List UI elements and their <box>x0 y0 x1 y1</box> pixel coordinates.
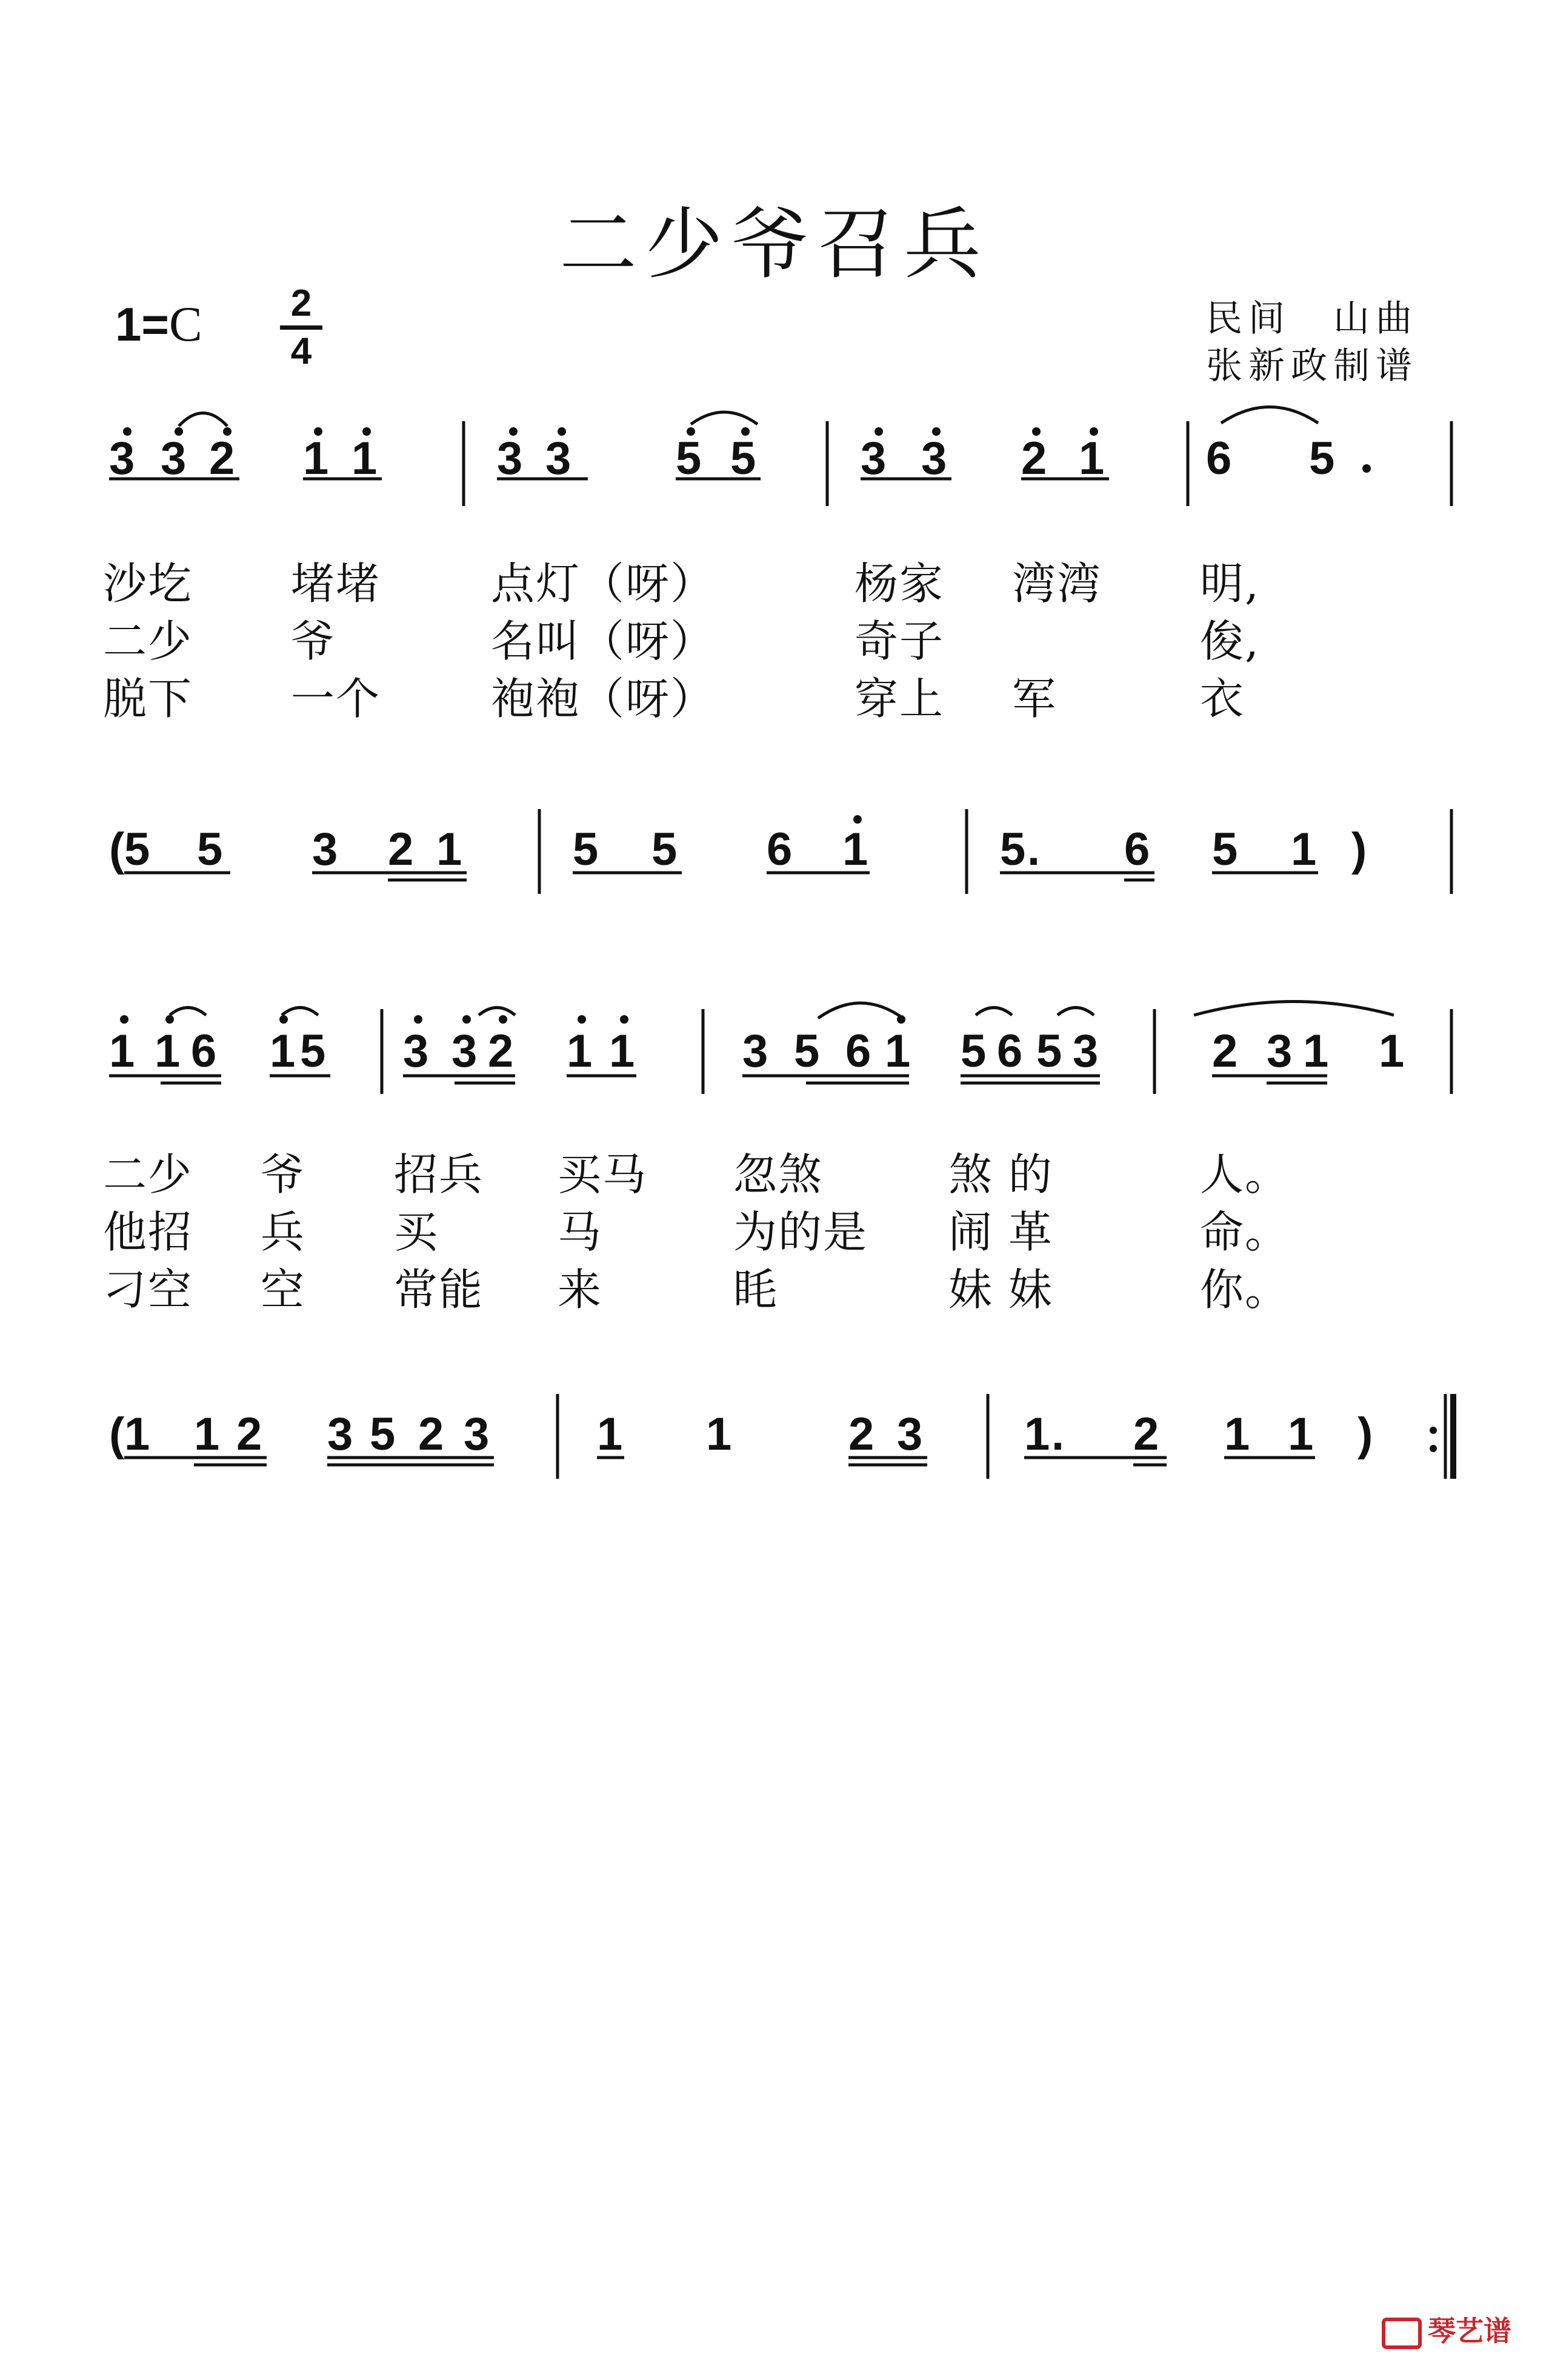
logo-icon <box>1382 2318 1422 2349</box>
svg-text:1: 1 <box>885 1025 911 1077</box>
svg-text:2: 2 <box>1021 433 1047 484</box>
svg-text:3: 3 <box>742 1025 768 1077</box>
svg-text:1: 1 <box>1288 1408 1314 1460</box>
svg-text:1: 1 <box>109 1025 135 1077</box>
svg-text:1: 1 <box>597 1408 623 1460</box>
svg-text:5: 5 <box>1212 824 1238 875</box>
svg-text:3: 3 <box>1267 1025 1293 1077</box>
svg-text:2: 2 <box>488 1025 514 1077</box>
svg-text:5: 5 <box>370 1408 396 1460</box>
svg-text:1: 1 <box>842 824 868 875</box>
svg-text:(: ( <box>109 1408 125 1460</box>
svg-text:1: 1 <box>270 1025 296 1077</box>
svg-text:1: 1 <box>155 1025 181 1077</box>
svg-text:): ) <box>1351 824 1367 875</box>
svg-text:1: 1 <box>194 1408 220 1460</box>
svg-text:1: 1 <box>124 1408 150 1460</box>
svg-text:5: 5 <box>961 1025 987 1077</box>
svg-text:3: 3 <box>545 433 571 484</box>
svg-text:2: 2 <box>236 1408 262 1460</box>
svg-text:3: 3 <box>403 1025 429 1077</box>
page-title: 二少爷召兵 <box>559 199 990 290</box>
svg-text:.: . <box>1051 1408 1065 1460</box>
notation-row-4 <box>0 1358 1549 1515</box>
credit-origin: 民间 山曲 <box>1206 298 1418 340</box>
svg-text:1: 1 <box>1079 433 1105 484</box>
svg-text:5: 5 <box>300 1025 326 1077</box>
svg-text:6: 6 <box>997 1025 1023 1077</box>
svg-text:3: 3 <box>161 433 187 484</box>
svg-text:3: 3 <box>312 824 338 875</box>
svg-text:.: . <box>1027 824 1041 875</box>
svg-text:1: 1 <box>1291 824 1317 875</box>
key-signature: 1=C <box>115 296 202 352</box>
svg-text:1: 1 <box>1379 1025 1405 1077</box>
time-signature: 2 4 <box>280 284 322 372</box>
svg-text:6: 6 <box>1124 824 1150 875</box>
svg-text:6: 6 <box>767 824 793 875</box>
svg-text:): ) <box>1357 1408 1373 1460</box>
svg-text:5: 5 <box>1036 1025 1062 1077</box>
svg-text:5: 5 <box>124 824 150 875</box>
svg-text:1: 1 <box>436 824 462 875</box>
svg-text:1: 1 <box>1024 1408 1050 1460</box>
svg-text:3: 3 <box>861 433 887 484</box>
svg-text:3: 3 <box>109 433 135 484</box>
svg-text:3: 3 <box>1073 1025 1099 1077</box>
svg-text:5: 5 <box>197 824 223 875</box>
svg-text:1: 1 <box>706 1408 732 1460</box>
svg-text:3: 3 <box>464 1408 490 1460</box>
svg-text:1: 1 <box>609 1025 635 1077</box>
credit-arranger: 张新政制谱 <box>1206 345 1418 387</box>
svg-text:1: 1 <box>351 433 378 484</box>
svg-text:5: 5 <box>794 1025 820 1077</box>
svg-text:5: 5 <box>1309 433 1335 484</box>
svg-text:3: 3 <box>451 1025 478 1077</box>
svg-text:1: 1 <box>567 1025 593 1077</box>
notation-row-3 <box>0 976 1549 1133</box>
svg-text:2: 2 <box>848 1408 874 1460</box>
svg-text:3: 3 <box>327 1408 353 1460</box>
svg-text:3: 3 <box>897 1408 923 1460</box>
svg-text:(: ( <box>109 824 125 875</box>
svg-text:6: 6 <box>1206 433 1232 484</box>
svg-text:5: 5 <box>573 824 599 875</box>
svg-text:1: 1 <box>1303 1025 1329 1077</box>
svg-text:5: 5 <box>730 433 756 484</box>
svg-text:2: 2 <box>209 433 235 484</box>
svg-text:2: 2 <box>388 824 414 875</box>
svg-text:6: 6 <box>845 1025 871 1077</box>
svg-text:2: 2 <box>418 1408 444 1460</box>
svg-text:3: 3 <box>497 433 523 484</box>
watermark-logo: 琴艺谱 <box>1382 2309 1511 2349</box>
svg-text:6: 6 <box>191 1025 217 1077</box>
svg-text:3: 3 <box>921 433 947 484</box>
svg-text:2: 2 <box>1212 1025 1238 1077</box>
notation-row-2 <box>0 770 1549 927</box>
svg-text:1: 1 <box>1224 1408 1250 1460</box>
svg-text:5: 5 <box>676 433 702 484</box>
svg-text:5: 5 <box>651 824 678 875</box>
svg-text:2: 2 <box>1133 1408 1159 1460</box>
svg-text:1: 1 <box>303 433 329 484</box>
svg-text:5: 5 <box>1000 824 1026 875</box>
notation-row-1 <box>0 376 1549 533</box>
